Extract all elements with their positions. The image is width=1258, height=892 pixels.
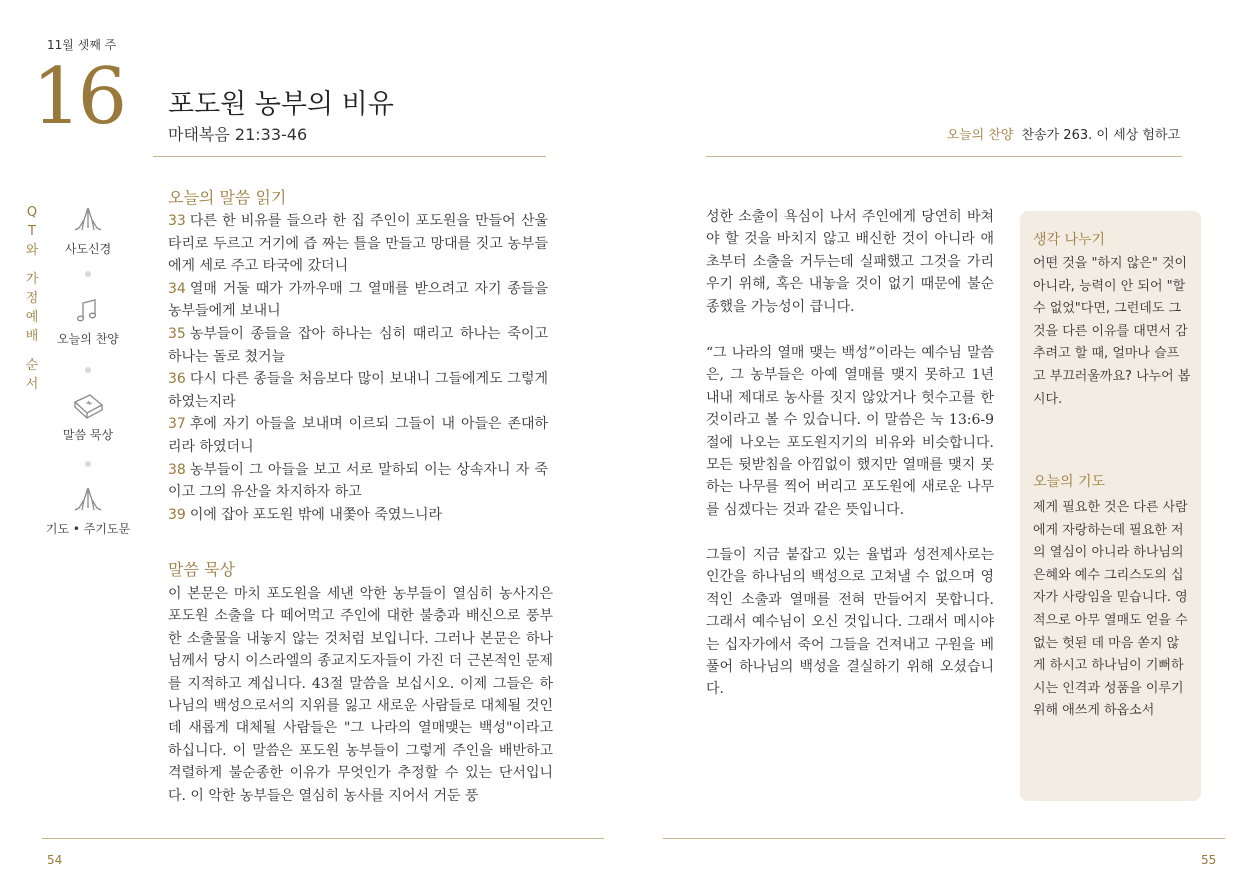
- meditation-paragraph-2: 성한 소출이 욕심이 나서 주인에게 당연히 바쳐야 할 것을 바치지 않고 배신한 것이 아니라 애초부터 소출을 거두는데 실패했고 그것을 가리우기 위해, 혹은 내놓을 것이 없기 때문에 불순종했을 가능성이 큽니다.: [706, 209, 994, 315]
- verse-text: 이에 잡아 포도원 밖에 내쫓아 죽였느니라: [189, 506, 442, 523]
- verse-text: 농부들이 그 아들을 보고 서로 말하되 이는 상속자니 자 죽이고 그의 유산을 차지하자 하고: [168, 461, 548, 501]
- verse-text: 열매 거둘 때가 가까우매 그 열매를 받으려고 자기 종들을 농부들에게 보내니: [168, 280, 548, 320]
- verse-item: [168, 504, 548, 527]
- verse-number: 39: [168, 506, 186, 523]
- footer-rule-left: [42, 838, 604, 839]
- verse-text: 농부들이 종들을 잡아 하나는 심히 때리고 하나는 죽이고 하나는 돌로 쳤거늘: [168, 325, 548, 365]
- page-title: 포도원 농부의 비유: [168, 89, 394, 120]
- verse-number: 38: [168, 461, 186, 478]
- prayer-text: 제게 필요한 것은 다른 사람에게 자랑하는데 필요한 저의 열심이 아니라 하나님의 은혜와 예수 그리스도의 십자가 사랑임을 믿습니다. 영적으로 아무 열매도 얻을 수 없는 헛된 데 마음 쏟지 않게 하시고 하나님이 기뻐하시는 인격과 성품을 이루기 위해 애쓰게 하옵소서: [1033, 500, 1188, 719]
- verse-item: [168, 323, 548, 368]
- verse-number: 33: [168, 213, 186, 229]
- vert-char: 와: [25, 243, 39, 258]
- praise-song: 찬송가 263. 이 세상 험하고: [1021, 128, 1180, 143]
- sidebar-dot: [85, 271, 91, 277]
- praise-label: 오늘의 찬양: [946, 128, 1014, 143]
- verse-list: [168, 210, 548, 526]
- vert-char: 순: [25, 358, 39, 373]
- verse-number: 34: [168, 280, 186, 297]
- praying-hands-icon: [73, 206, 103, 234]
- sidebar-item-label: 기도 • 주기도문: [45, 522, 131, 536]
- sidebar-item-meditation[interactable]: [33, 392, 143, 443]
- vert-char: Q: [26, 205, 38, 220]
- todays-praise: [947, 124, 1180, 143]
- vert-char: 가: [25, 272, 39, 287]
- praying-hands-icon: [73, 486, 103, 514]
- verse-text: 다시 다른 종들을 처음보다 많이 보내니 그들에게도 그렇게 하였는지라: [168, 371, 548, 410]
- verse-item: [168, 210, 548, 278]
- reading-heading: 오늘의 말씀 읽기: [168, 188, 287, 207]
- music-note-icon: [75, 298, 101, 324]
- sidebar-dot: [85, 461, 91, 467]
- sidebar-dot: [85, 367, 91, 373]
- page-number-right: 55: [1201, 853, 1217, 867]
- sidebar-item-todays-praise[interactable]: [33, 298, 143, 347]
- meditation-paragraph-3: “그 나라의 열매 맺는 백성”이라는 예수님 말씀은, 그 농부들은 아예 열매를 맺지 못하고 1년 내내 제대로 농사를 짓지 않았거나 헛수고를 한 것이라고 볼 수 있습니다. 이 말씀은 눅 13:6-9절에 나오는 포도원지기의 비유와 비슷합니다. 모든 뒷받침을 아낌없이 했지만 열매를 맺지 못하는 나무를 찍어 버리고 포도원에 새로운 나무를 심겠다는 것과 같은 뜻입니다.: [706, 345, 994, 518]
- sidebar-item-label: 오늘의 찬양: [57, 332, 119, 346]
- meditation-paragraph-4: 그들이 지금 붙잡고 있는 율법과 성전제사로는 인간을 하나님의 백성으로 고쳐낼 수 없으며 영적인 소출과 열매를 전혀 만들어지 못합니다. 그래서 예수님이 오신 것입니다. 그래서 메시야는 십자가에서 죽어 그들을 건져내고 구원을 베풀어 하나님의 백성을 결실하기 위해 오셨습니다.: [706, 547, 994, 698]
- scripture-reference: 마태복음 21:33-46: [168, 125, 308, 144]
- verse-number: 37: [168, 416, 186, 433]
- page-number-left: 54: [47, 853, 63, 867]
- vert-char: T: [28, 224, 36, 239]
- vert-char: 예: [25, 310, 39, 325]
- day-number: 16: [32, 52, 124, 142]
- prayer-heading: 오늘의 기도: [1033, 474, 1106, 490]
- vert-gap: [22, 346, 42, 356]
- verse-text: 후에 자기 아들을 보내며 이르되 그들이 내 아들은 존대하리라 하였더니: [168, 416, 548, 455]
- header-rule-right: [706, 156, 1182, 157]
- verse-number: 36: [168, 371, 186, 388]
- vert-char: 서: [25, 377, 39, 392]
- bible-book-icon: [72, 392, 104, 420]
- verse-item: [168, 278, 548, 323]
- sidebar-item-prayer[interactable]: [33, 486, 143, 537]
- sidebar-item-label: 사도신경: [64, 242, 112, 256]
- vert-char: 배: [25, 329, 39, 344]
- verse-number: 35: [168, 325, 186, 342]
- sidebar-item-apostles-creed[interactable]: [33, 206, 143, 257]
- verse-item: [168, 368, 548, 413]
- sidebar-item-label: 말씀 묵상: [62, 428, 114, 442]
- footer-rule-right: [663, 838, 1225, 839]
- week-label: 11월 셋째 주: [47, 38, 117, 52]
- verse-text: 다른 한 비유를 들으라 한 집 주인이 포도원을 만들어 산울타리로 두르고 거기에 즙 짜는 틀을 만들고 망대를 짓고 농부들에게 세로 주고 타국에 갔더니: [168, 213, 548, 275]
- meditation-paragraph-1: 이 본문은 마치 포도원을 세낸 악한 농부들이 열심히 농사지은 포도원 소출을 다 떼어먹고 주인에 대한 불충과 배신으로 풍부한 소출물을 내놓지 않는 것처럼 보입니다. 그러나 본문은 하나님께서 당시 이스라엘의 종교지도자들이 가진 더 근본적인 문제를 지적하고 계십니다. 43절 말씀을 보십시오. 이제 그들은 하나님의 백성으로서의 지위를 잃고 새로운 사람들로 대체될 것인데 새롭게 대체될 사람들은 "그 나라의 열매맺는 백성"이라고 하십니다. 이 말씀은 포도원 농부들이 그렇게 주인을 배반하고 격렬하게 불순종한 이유가 무엇인가 추정할 수 있는 단서입니다. 이 악한 농부들은 열심히 농사를 지어서 거둔 풍: [168, 586, 553, 804]
- verse-item: [168, 413, 548, 458]
- share-heading: 생각 나누기: [1033, 232, 1106, 248]
- meditation-heading: 말씀 묵상: [168, 560, 235, 579]
- vert-char: 정: [25, 291, 39, 306]
- verse-item: [168, 459, 548, 504]
- header-rule-left: [153, 156, 546, 157]
- share-text: 어떤 것을 "하지 않은" 것이 아니라, 능력이 안 되어 "할 수 없었"다면, 그런데도 그것을 다른 이유를 대면서 감추려고 할 때, 얼마나 슬프고 부끄러울까요? 나누어 봅시다.: [1033, 256, 1191, 407]
- vert-gap: [22, 260, 42, 270]
